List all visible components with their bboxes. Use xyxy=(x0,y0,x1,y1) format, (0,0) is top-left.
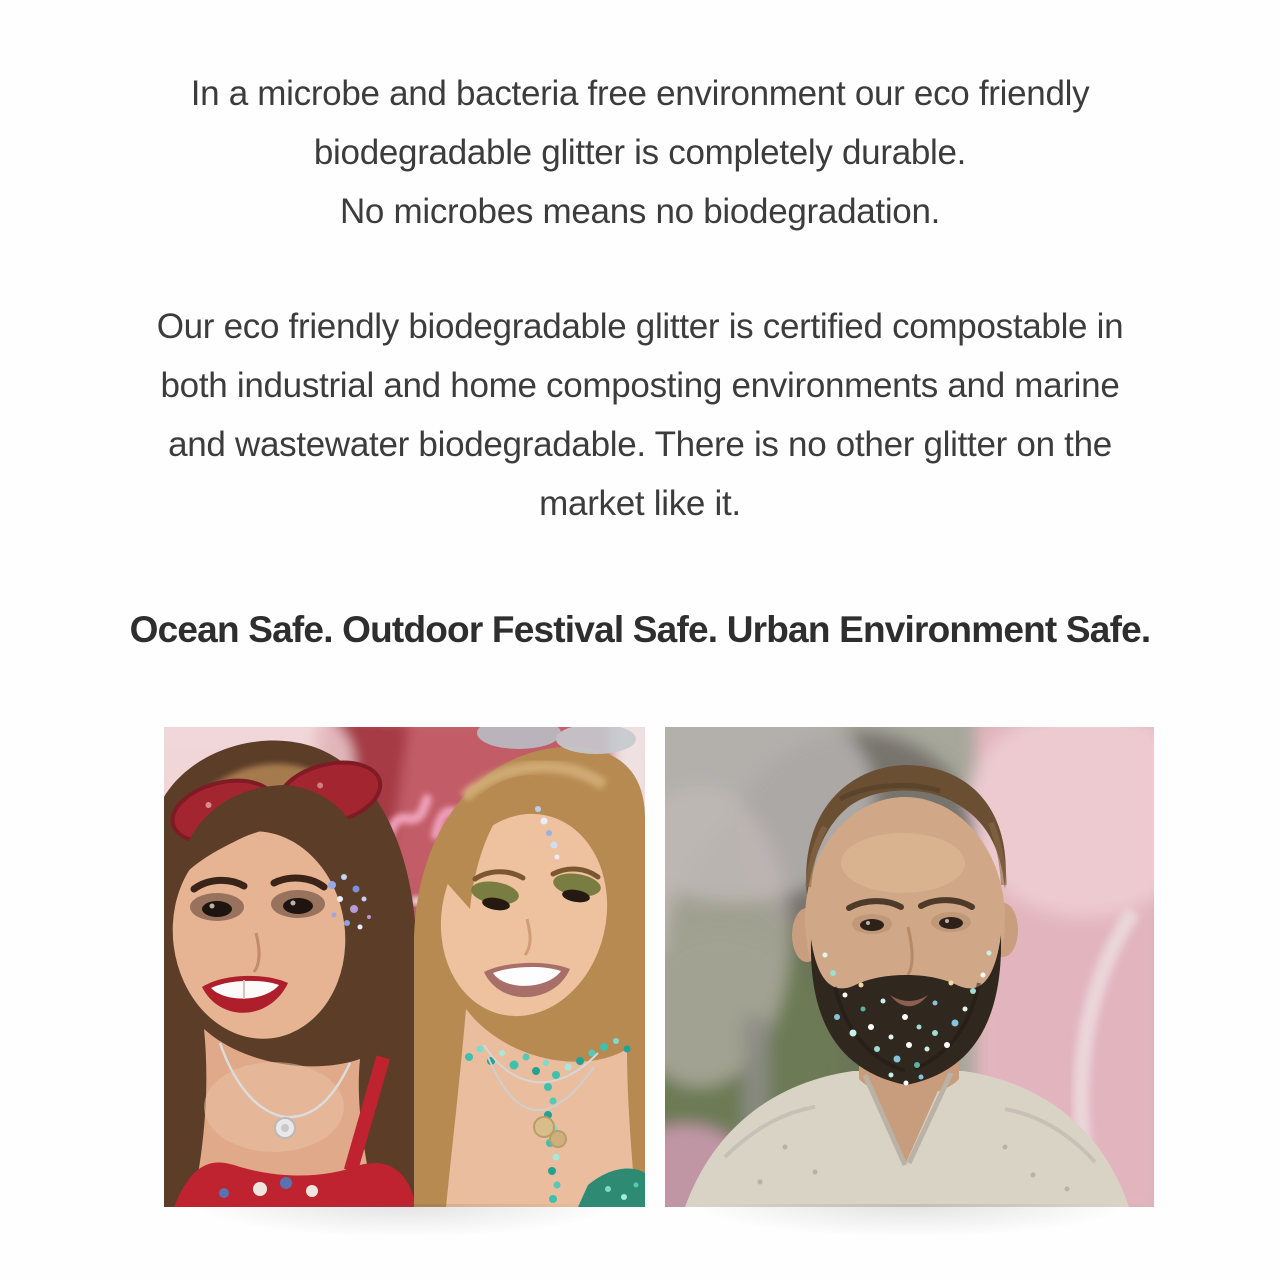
festival-women-photo xyxy=(164,727,645,1207)
paragraph-line: both industrial and home composting environments and marine xyxy=(160,366,1120,405)
photo-shadow xyxy=(685,1204,1135,1238)
paragraph-certification xyxy=(30,297,1250,533)
paragraph-line: In a microbe and bacteria free environment our eco friendly xyxy=(190,74,1090,113)
paragraph-line: No microbes means no biodegradation. xyxy=(339,192,941,231)
paragraph-line: and wastewater biodegradable. There is no other glitter on the xyxy=(168,425,1112,464)
glitter-beard-man-photo xyxy=(665,727,1154,1207)
paragraph-durability xyxy=(30,64,1250,241)
festival-women-illustration xyxy=(164,727,645,1207)
safety-headline xyxy=(30,600,1250,659)
paragraph-line: biodegradable glitter is completely durable. xyxy=(313,133,967,172)
glitter-beard-man-illustration xyxy=(665,727,1154,1207)
paragraph-line: Our eco friendly biodegradable glitter is certified compostable in xyxy=(156,307,1124,346)
photo-shadow xyxy=(184,1204,624,1238)
safety-headline-text: Ocean Safe. Outdoor Festival Safe. Urban Environment Safe. xyxy=(129,609,1151,650)
paragraph-line: market like it. xyxy=(539,484,741,523)
